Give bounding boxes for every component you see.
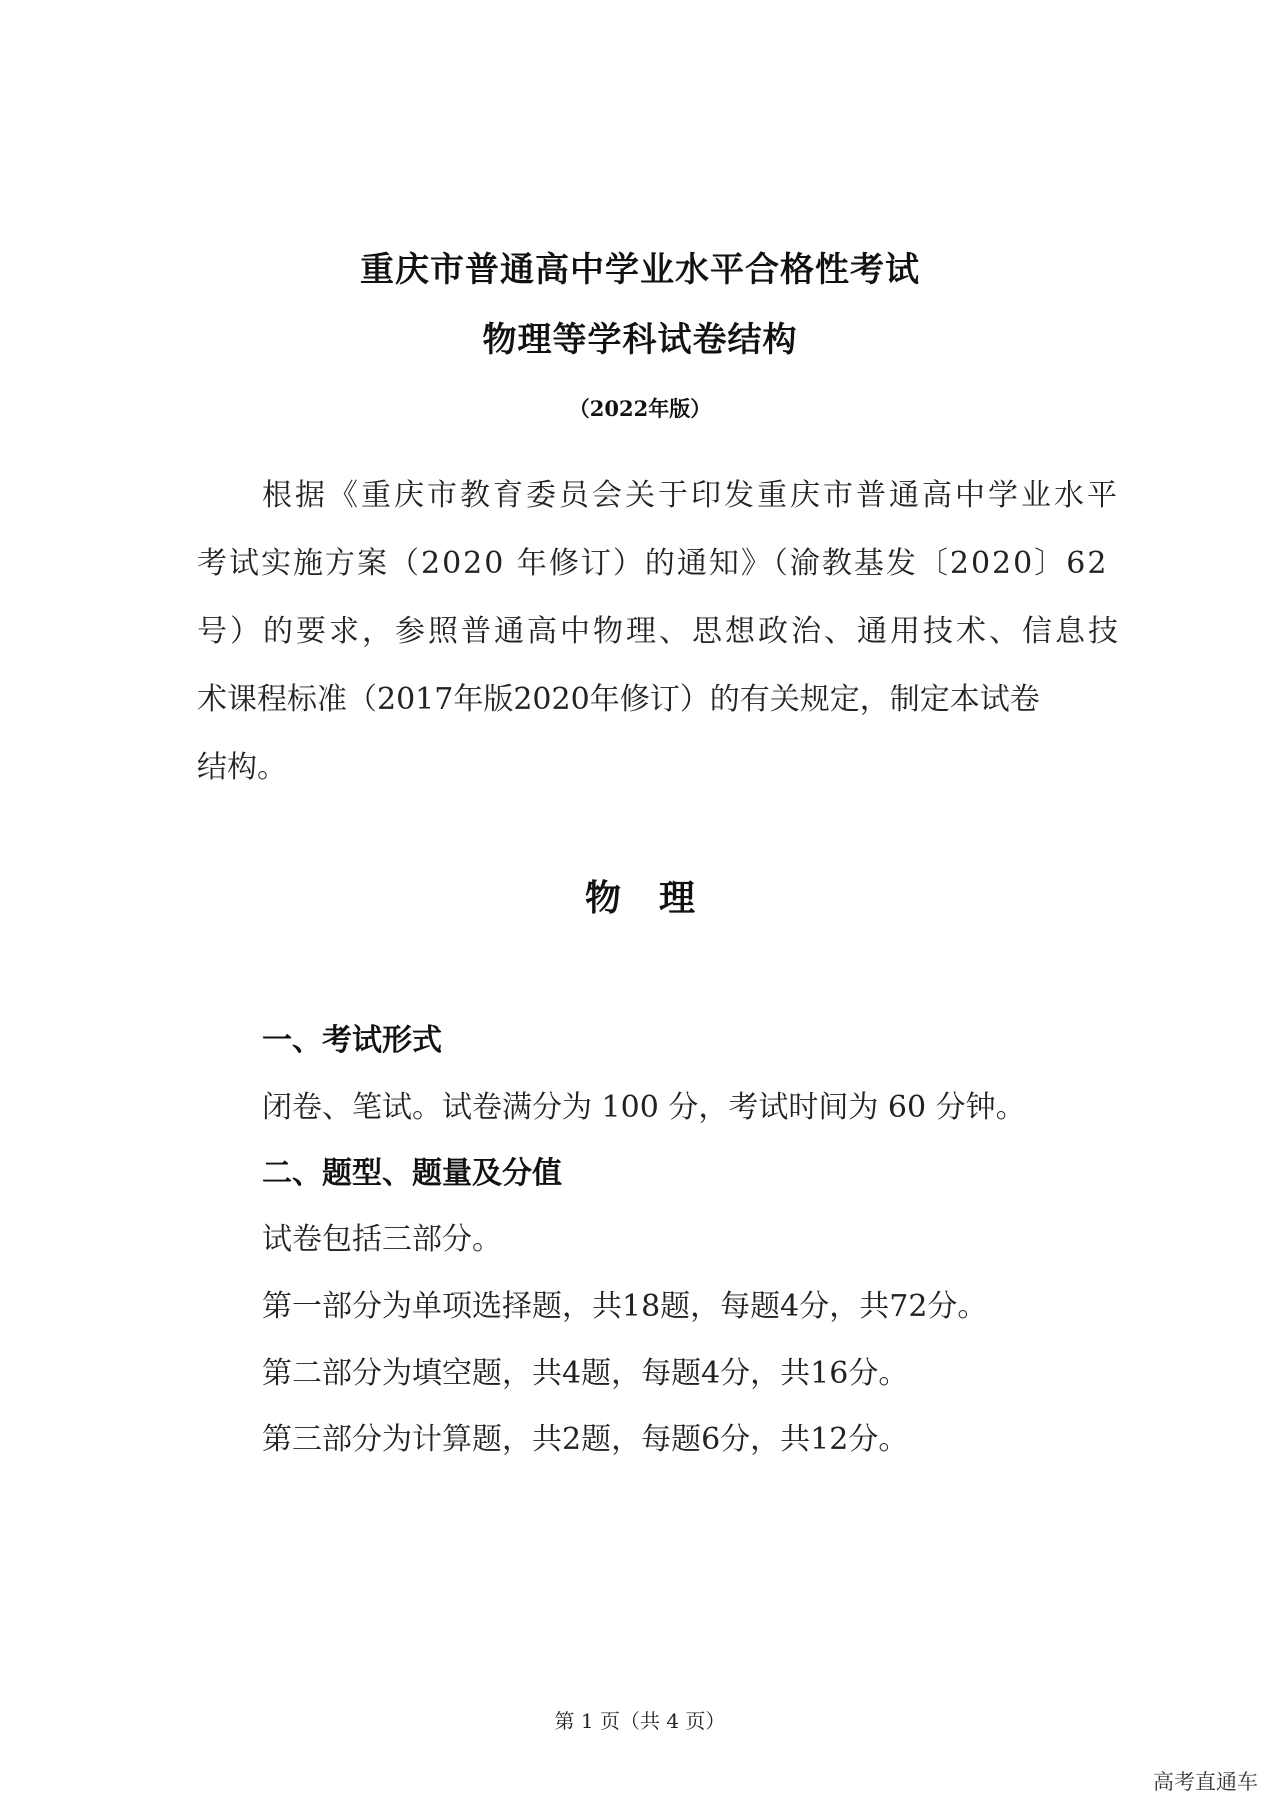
document-title-line2: 物理等学科试卷结构 (482, 320, 798, 360)
subject-heading: 物理 (584, 878, 733, 919)
section-heading-exam-form: 一、考试形式 (262, 1023, 442, 1058)
intro-line: 根据《重庆市教育委员会关于印发重庆市普通高中学业水平 (262, 478, 1120, 513)
document-title-line1: 重庆市普通高中学业水平合格性考试 (360, 250, 920, 290)
intro-line: 号）的要求，参照普通高中物理、思想政治、通用技术、信息技 (197, 614, 1121, 649)
page-number: 第 1 页（共 4 页） (554, 1709, 726, 1733)
section-heading-question-types: 二、题型、题量及分值 (262, 1156, 562, 1191)
section-paragraph: 第二部分为填空题，共4题，每题4分，共16分。 (262, 1356, 909, 1391)
edition-label: （2022年版） (568, 396, 712, 421)
section-paragraph: 闭卷、笔试。试卷满分为 100 分，考试时间为 60 分钟。 (262, 1090, 1026, 1125)
section-paragraph: 试卷包括三部分。 (262, 1222, 502, 1257)
intro-line: 考试实施方案（2020 年修订）的通知》（渝教基发〔2020〕62 (197, 546, 1109, 581)
intro-line: 术课程标准（2017年版2020年修订）的有关规定，制定本试卷 (197, 682, 1040, 717)
section-paragraph: 第一部分为单项选择题，共18题，每题4分，共72分。 (262, 1289, 988, 1324)
section-paragraph: 第三部分为计算题，共2题，每题6分，共12分。 (262, 1422, 909, 1457)
intro-line: 结构。 (197, 750, 287, 785)
watermark-text: 高考直通车 (1153, 1770, 1258, 1794)
